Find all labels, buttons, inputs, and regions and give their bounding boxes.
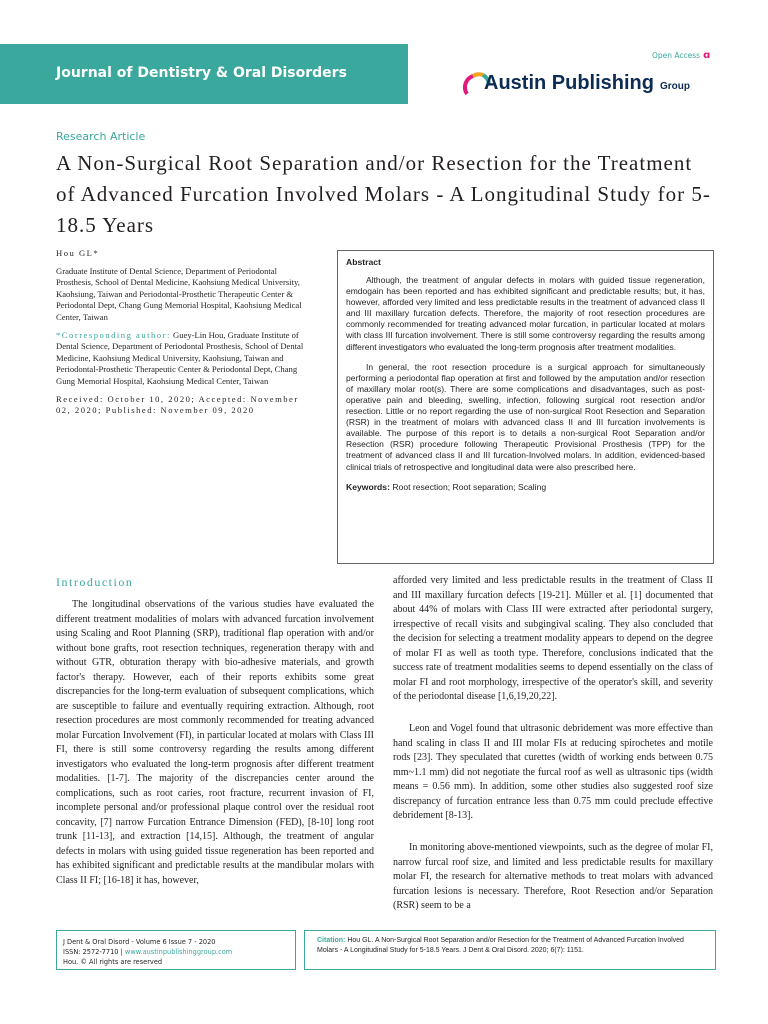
- citation-text: Hou GL. A Non-Surgical Root Separation and/or Resection for the Treatment of Advanced Furcation Involved Molars - A Longitudinal Study for 5-18.5 Years. J Dent & Oral Disord. 2020; 6(7): 1151.: [317, 937, 684, 954]
- body-paragraph-1: The longitudinal observations of the various studies have evaluated the different treatment modalities of molars with advanced furcation involvement using Scaling and Root Planning (SRP), traditional flap operation with and/or without bone grafts, root resection techniques, regeneration therapy with and without GTR, obturation therapy with bio-adhesive materials, and growth factor's therapy. However, each of their reports exhibits some great discrepancies for the long-term evaluation of subsequent complications, which are susceptible to failure and eventually requiring extraction. Although, root resection procedures are most commonly recommended for treating advanced molar Furcation Involvement (FI), in particular located at molars with Class III FI, there is still some controversy regarding the results among different investigators who evaluated the long-term prognosis after different treatment modalities. [1-7]. The majority of the discrepancies center around the complications, such as root caries, root fracture, recurrent invasion of FI, incomplete personal and/or professional plaque control over the residual root concavity, [7] narrow Furcation Entrance Dimension (FED), [8-10] long root trunk [11-13], and extraction [14,15]. Although, the treatment of angular defects in molars with using guided tissue regeneration has been reported and has exhibited significant and predictable results at the mandibular molars with Class II FI; [16-18] it has, however,: [56, 599, 374, 886]
- footer-issn: [63, 947, 289, 957]
- author-affiliation: Graduate Institute of Dental Science, Department of Periodontal Prosthesis, School of Dental Medicine, Kaohsiung Medical University, Kaohsiung, Taiwan and Periodontal-Prosthetic Therapeutic Center & Periodontal Dept, Chang Gung Memorial Hospital, Kaohsiung Medical Center, Taiwan: [56, 265, 302, 322]
- abstract-paragraph-1: Although, the treatment of angular defects in molars with guided tissue regeneration, emdogain has been reported and has exhibited significant and predictable results; but, it has, however, afforded very limited and less predictable results in the treatment of advanced class II and III maxillary furcation defects. Therefore, the majority of root resection procedures are commonly recommended for treating advanced molar furcation, in particular located at molars with class III furcation involvement. There is still some controversy regarding the results among different investigators who evaluated the long-term prognosis after treatment modalities.: [346, 275, 705, 352]
- publisher-group: Group: [660, 81, 690, 92]
- publisher-name: [484, 72, 690, 95]
- footer-issn-text: ISSN: 2572-7710 |: [63, 948, 125, 956]
- author-info: [56, 248, 316, 423]
- footer-website-link[interactable]: www.austinpublishinggroup.com: [124, 948, 233, 956]
- journal-title: Journal of Dentistry & Oral Disorders: [56, 65, 347, 81]
- body-paragraph-4: In monitoring above-mentioned viewpoints, such as the degree of molar FI, narrow furcal roof size, and limited and less predictable results for maxillary molar FI, the research for alternative methods to treat molars with advanced furcation lesions is necessary. Therefore, Root Resection and/or Separation (RSR) seem to be a: [393, 842, 713, 911]
- abstract-heading: Abstract: [346, 257, 381, 267]
- author-name: Hou GL*: [56, 248, 100, 258]
- footer-journal-info: [56, 930, 296, 970]
- page-footer: [56, 930, 716, 972]
- footer-citation: [304, 930, 716, 970]
- abstract-paragraph-2: In general, the root resection procedure is a surgical approach for simultaneously performing a periodontal flap operation at first and followed by the amputation and/or resection of maxillary molar root(s). There are some complications and disadvantages, such as post- operative pain and bleeding, swelling, infection, following surgical root resection and/or resection. Little or no report regarding the use of non-surgical Root Resection and Separation (RSR) in the treatment of molars with advanced class II and III furcation involvements is available. The purpose of this report is to details a non-surgical Root Separation and/or Resection (RSR) procedure following Therapeutic Provisional Prosthesis (TPP) for the treatment of advanced class II and III furcation-Involved molars. In addition, evidenced-based clinical trials of retrospective and longitudinal data were also prescribed here.: [346, 361, 705, 472]
- article-type: Research Article: [56, 130, 146, 143]
- keywords: [346, 482, 705, 492]
- body-paragraph-2: afforded very limited and less predictable results in the treatment of Class II and III maxillary furcation defects [19-21]. Müller et al. [1] documented that about 44% of molars with Class III were extracted after periodontal surgery, irrespective of recall visits and subgingival scaling. They also concluded that the decision for selecting a treatment modality appears to depend on the degree of molar FI as well as tooth type. Therefore, conclusions indicated that the success rate of treatment modalities seems to depend essentially on the class of molar FI and root morphology, irrespective of the operator's skill, and severity of the periodontal disease [1,6,19,20,22].: [393, 575, 713, 702]
- publisher-name-text: Austin Publishing: [484, 72, 654, 94]
- corresponding-author: [56, 330, 316, 388]
- open-access-label: [652, 50, 710, 61]
- footer-rights: Hou. © All rights are reserved: [63, 958, 163, 966]
- section-title-introduction: Introduction: [56, 575, 134, 589]
- keywords-label: Keywords:: [346, 481, 390, 492]
- abstract-box: [337, 250, 714, 564]
- open-access-text: Open Access: [652, 51, 701, 60]
- article-dates: Received: October 10, 2020; Accepted: November 02, 2020; Published: November 09, 2020: [56, 393, 299, 416]
- open-access-icon: ɑ: [703, 50, 711, 61]
- body-paragraph-3: Leon and Vogel found that ultrasonic debridement was more effective than hand scaling in class II and III molar FIs at reducing spirochetes and motile rods [23]. They speculated that curettes (width of working ends between 0.75 mm~1.1 mm) did not negotiate the furcal roof as well as ultrasonic tips (width means = 0.56 mm). In addition, some other studies also suggested roof size discrepancy of furcation entrance less than 0.75 mm could preclude effective debridement [8-13].: [393, 723, 713, 821]
- keywords-text: Root resection; Root separation; Scaling: [392, 481, 547, 492]
- footer-volume: J Dent & Oral Disord - Volume 6 Issue 7 - 2020: [63, 938, 216, 946]
- citation-label: Citation:: [317, 937, 346, 944]
- article-title: A Non-Surgical Root Separation and/or Resection for the Treatment of Advanced Furcation Involved Molars - A Longitudinal Study for 5-18.5 Years: [56, 151, 711, 237]
- corresponding-text: Guey-Lin Hou, Graduate Institute of Dental Science, Department of Periodontal Prosthesis, School of Dental Medicine, Kaohsiung Medical University, Kaohsiung, Taiwan and Periodontal-Prosthetic Therapeutic Center & Periodontal Dept, Chang Gung Memorial Hospital, Kaohsiung Medical Center, Taiwan: [56, 329, 304, 386]
- corresponding-label: *Corresponding author:: [56, 329, 171, 340]
